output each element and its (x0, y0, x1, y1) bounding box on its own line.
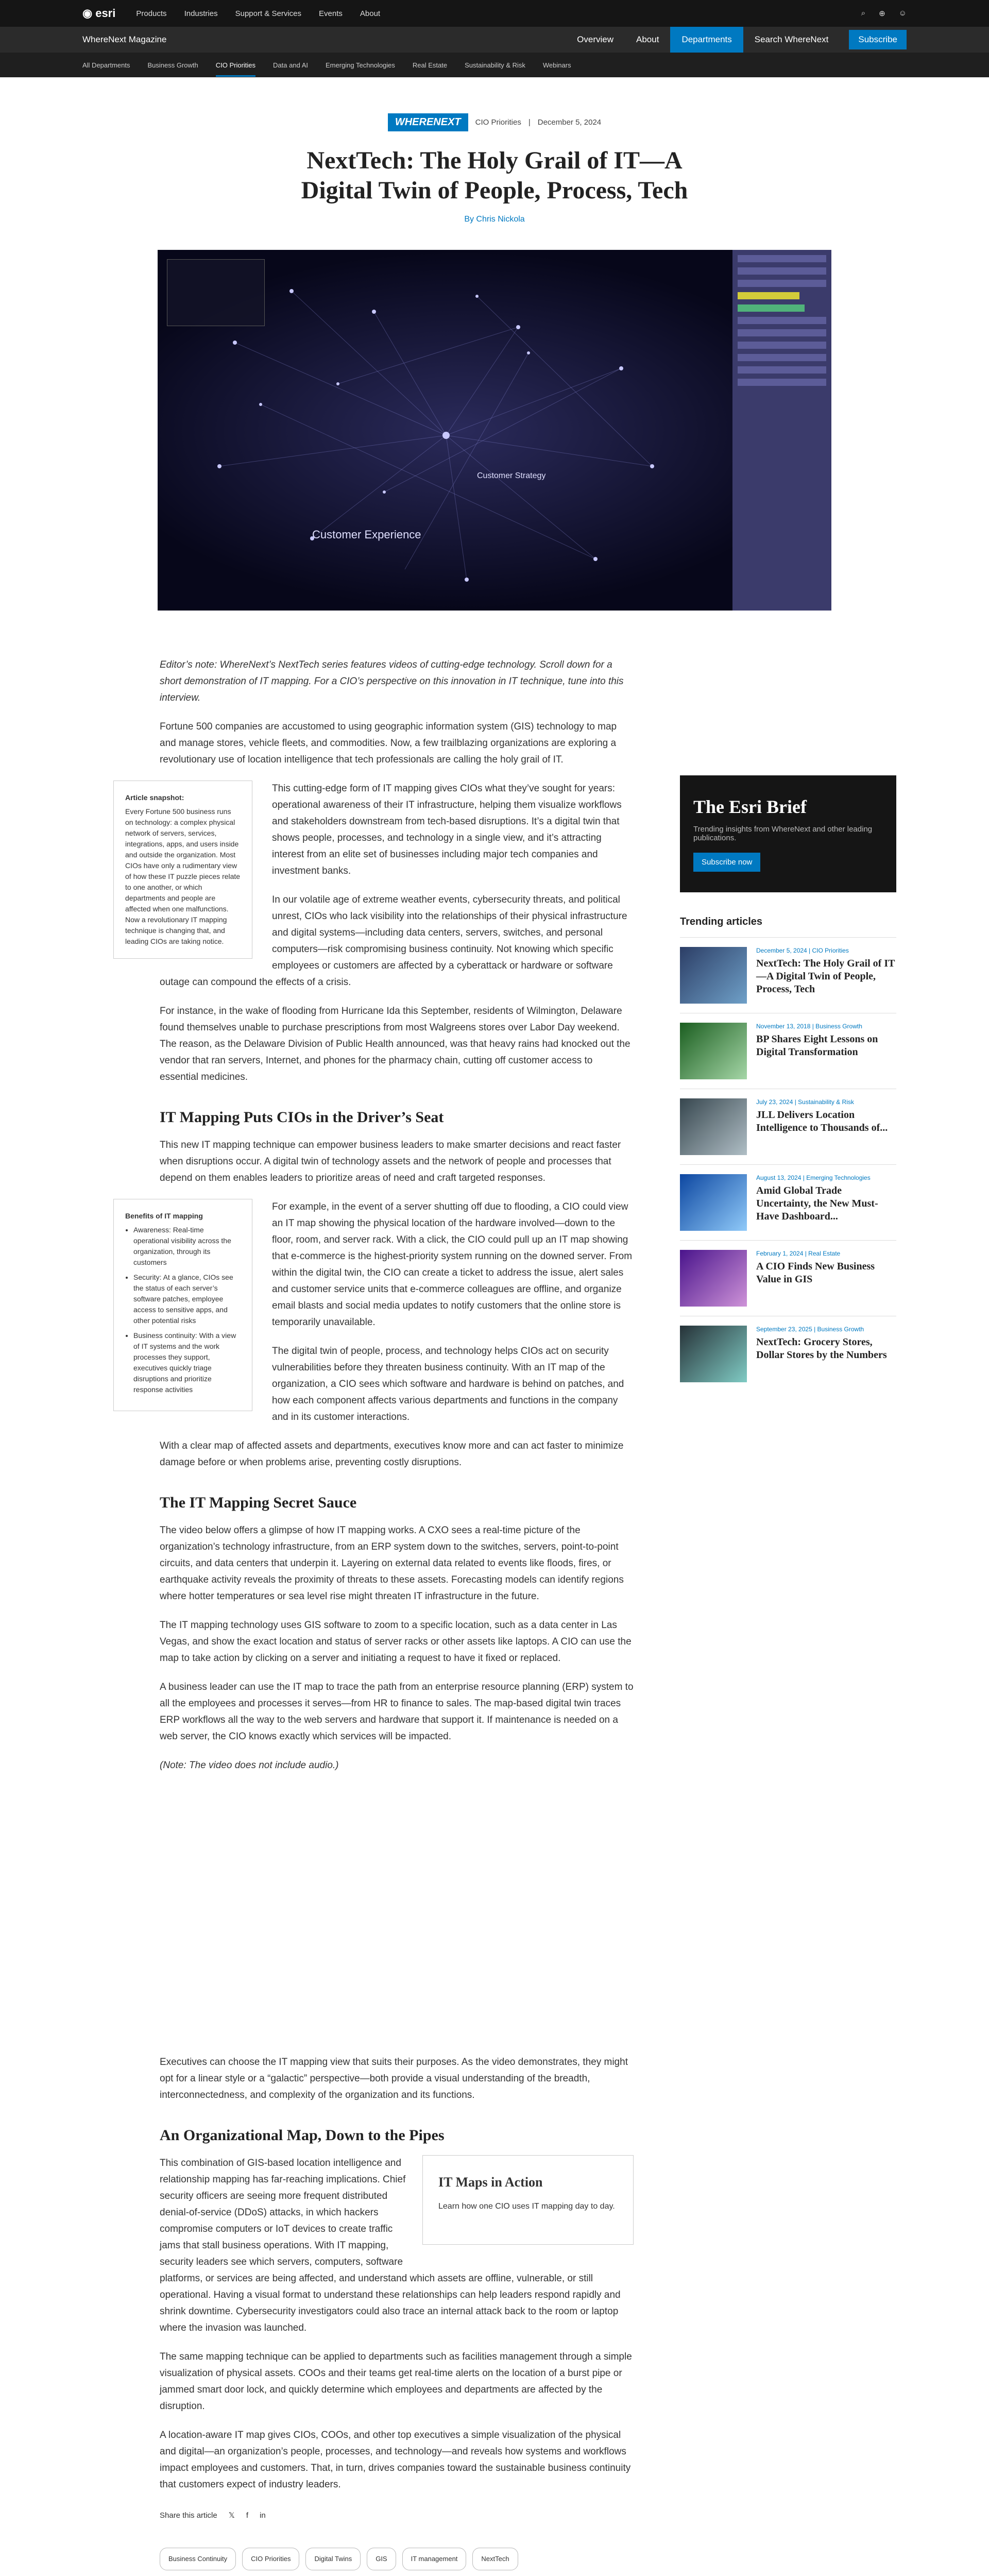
tag[interactable]: GIS (367, 2548, 396, 2570)
cat-data-ai[interactable]: Data and AI (273, 61, 308, 69)
menu-support[interactable]: Support & Services (235, 9, 302, 18)
separator: | (528, 118, 531, 127)
trending-item[interactable] (680, 1164, 896, 1240)
topnav-icons (861, 9, 907, 18)
page-title: NextTech: The Holy Grail of IT—A Digital Twin of People, Process, Tech (301, 147, 688, 204)
trending-meta: December 5, 2024 | CIO Priorities (756, 947, 849, 954)
paragraph: The digital twin of people, process, and technology helps CIOs act on security vulnerabilities before they threaten business continuity. With an IT map of the organization, a CIO sees which software and hardware is behind on patches, and how each component affects various departments and functions in the company and in its customer interactions. (272, 1346, 624, 1422)
paragraph: This cutting-edge form of IT mapping gives CIOs what they’ve sought for years: operational awareness of their IT infrastructure, helping them visualize workflows and stakeholders downstream from tech-based disruptions. It’s a digital twin that shows people, processes, and technology in a single view, and it’s attracting interest from an elite set of businesses including major tech companies and investment banks. (272, 783, 622, 876)
cat-emerging-tech[interactable]: Emerging Technologies (326, 61, 395, 69)
brief-subscribe-button[interactable]: Subscribe now (693, 853, 760, 872)
trending-meta: November 13, 2018 | Business Growth (756, 1023, 862, 1030)
category-nav (0, 53, 989, 77)
article-header (0, 77, 989, 224)
benefits-title: Benefits of IT mapping (125, 1212, 203, 1220)
trending-meta: July 23, 2024 | Sustainability & Risk (756, 1098, 854, 1106)
trending-thumbnail (680, 1174, 747, 1231)
article-category[interactable]: CIO Priorities (475, 118, 521, 127)
panel-row (738, 342, 826, 349)
trending-thumbnail (680, 1326, 747, 1382)
paragraph: With a clear map of affected assets and departments, executives know more and can act faster to minimize damage before or when problems arise, preventing costly disruptions. (160, 1440, 624, 1468)
wherenext-logo: WHERENEXT (388, 113, 468, 131)
tag[interactable]: IT management (402, 2548, 467, 2570)
paragraph: For example, in the event of a server shutting off due to flooding, a CIO could view an IT map showing the physical location of the hardware involved—down to the floor, room, and server rack. With a click, the CIO could pull up an IT map showing that e-commerce is the highest-priority system running on the downed server. From within the digital twin, the CIO can create a ticket to address the issue, alert sales and customer service units that e-commerce colleagues are offline, and organize email blasts and social media updates to notify customers that the online store is temporarily unavailable. (272, 1201, 633, 1328)
snapshot-text: Every Fortune 500 business runs on technology: a complex physical network of servers, services, integrations, apps, and users inside and outside the organization. Most CIOs have only a rudimentary view of how these IT puzzle pieces relate to one another, or which departments and people are affected when one malfunctions. Now a revolutionary IT mapping technique is changing that, and leading CIOs are taking notice. (125, 807, 241, 945)
menu-products[interactable]: Products (136, 9, 167, 18)
video-note: (Note: The video does not include audio.) (160, 1760, 339, 1771)
trending-item-title[interactable]: A CIO Finds New Business Value in GIS (756, 1261, 875, 1285)
trending-item-title[interactable]: JLL Delivers Location Intelligence to Thousands of... (756, 1109, 888, 1133)
tab-departments[interactable]: Departments (670, 27, 743, 53)
trending-item[interactable] (680, 1316, 896, 1392)
linkedin-icon[interactable]: in (259, 2511, 266, 2520)
tag-list (160, 2548, 634, 2570)
trending-thumbnail (680, 1023, 747, 1079)
menu-events[interactable]: Events (319, 9, 343, 18)
it-maps-in-action-box (422, 2155, 634, 2245)
trending-item[interactable] (680, 937, 896, 1013)
trending-item-title[interactable]: NextTech: The Holy Grail of IT—A Digital Twin of People, Process, Tech (756, 958, 895, 995)
paragraph: A location-aware IT map gives CIOs, COOs, and other top executives a simple visualization of the physical and digital—an organization’s people, processes, and technology—and reveals how systems and workflows impact employees and customers. That, in turn, drives companies toward the sustainable business continuity that customers expect of industry leaders. (160, 2430, 631, 2490)
paragraph: This new IT mapping technique can empower business leaders to make smarter decisions and react faster when disruptions occur. A digital twin of technology assets and the network of people and processes that depend on them enables leaders to prioritize areas of need and craft targeted responses. (160, 1140, 621, 1183)
trending-articles (680, 916, 896, 1392)
magazine-tabs (566, 27, 907, 53)
facebook-icon[interactable]: f (246, 2511, 248, 2520)
x-icon[interactable]: 𝕏 (228, 2511, 235, 2520)
trending-meta: September 23, 2025 | Business Growth (756, 1326, 864, 1333)
share-label: Share this article (160, 2511, 217, 2520)
article-body (125, 657, 634, 2570)
panel-row (738, 267, 826, 275)
snapshot-title: Article snapshot: (125, 793, 184, 802)
cat-all[interactable]: All Departments (82, 61, 130, 69)
cat-business-growth[interactable]: Business Growth (147, 61, 198, 69)
editors-note: Editor’s note: WhereNext’s NextTech series features videos of cutting-edge technology. Scroll down for a short demonstration of IT mapping. For a CIO’s perspective on this innovation in IT technique, tune into this interview. (160, 659, 624, 703)
article-badge (388, 113, 601, 131)
list-item: • Business continuity: With a view of IT systems and the work processes they support, executives quickly triage disruptions and prioritize response activities (133, 1330, 241, 1395)
paragraph: In our volatile age of extreme weather events, cybersecurity threats, and political unrest, CIOs who lack visibility into the relationships of their physical infrastructure and digital systems—including data centers, servers, switches, and personal computers—risk compromising business continuity. Not knowing which specific employees or customers are affected by a cyberattack or hardware or software outage can compound the effects of a crisis. (160, 894, 627, 988)
tag[interactable]: NextTech (472, 2548, 518, 2570)
trending-item[interactable] (680, 1089, 896, 1164)
video-player[interactable] (158, 250, 831, 611)
magazine-nav (0, 27, 989, 53)
section-heading: IT Mapping Puts CIOs in the Driver’s Seat (160, 1109, 444, 1126)
article-layout (82, 657, 907, 2570)
globe-icon[interactable]: ⊕ (879, 9, 885, 18)
tag[interactable]: Digital Twins (305, 2548, 361, 2570)
trending-item-title[interactable]: BP Shares Eight Lessons on Digital Transformation (756, 1033, 878, 1058)
trending-item[interactable] (680, 1013, 896, 1089)
search-icon[interactable]: ⌕ (861, 9, 866, 18)
top-navigation (0, 0, 989, 27)
paragraph: The same mapping technique can be applied to departments such as facilities management through a simple visualization of physical assets. COOs and their teams get real-time alerts on the location of a burst pipe or jammed smart door lock, and quickly determine which employees and departments are affected by the disruption. (160, 2351, 632, 2412)
video-side-panel (732, 250, 831, 611)
trending-thumbnail (680, 947, 747, 1004)
article-snapshot-box (113, 781, 252, 959)
cat-cio-priorities[interactable]: CIO Priorities (216, 61, 255, 77)
sidebar (680, 657, 896, 2570)
paragraph: Executives can choose the IT mapping view that suits their purposes. As the video demonstrates, they might opt for a linear style or a “galactic” perspective—both provide a visual understanding of the breadth, interconnectedness, and complexity of the organization and its functions. (160, 2057, 628, 2100)
maps-title: IT Maps in Action (438, 2175, 543, 2190)
panel-row (738, 304, 805, 312)
video-label-customer-strategy: Customer Strategy (477, 471, 546, 480)
tab-search[interactable]: Search WhereNext (754, 35, 829, 44)
menu-about[interactable]: About (360, 9, 381, 18)
paragraph: The IT mapping technology uses GIS software to zoom to a specific location, such as a data center in Las Vegas, and show the exact location and status of server racks or other assets like laptops. A CIO can use the map to take action by clicking on a server and initiating a request to have it fixed or replaced. (160, 1620, 632, 1664)
tab-overview[interactable]: Overview (577, 35, 613, 44)
trending-item-title[interactable]: Amid Global Trade Uncertainty, the New Must-Have Dashboard... (756, 1185, 878, 1222)
main-menu (136, 9, 380, 18)
trending-item[interactable] (680, 1240, 896, 1316)
trending-thumbnail (680, 1250, 747, 1307)
panel-row (738, 255, 826, 262)
section-heading: The IT Mapping Secret Sauce (160, 1494, 357, 1511)
share-bar (160, 2507, 634, 2524)
paragraph: For instance, in the wake of flooding from Hurricane Ida this September, residents of Wilmington, Delaware found themselves unable to purchase prescriptions from most Walgreens stores over Labor Day weekend. The reason, as the Delaware Division of Public Health announced, was that heavy rains had knocked out the vendor that ran servers, Internet, and phones for the pharmacy chain, cutting off customer access to essential medicines. (160, 1006, 630, 1082)
benefits-list (125, 1225, 241, 1395)
trending-meta: February 1, 2024 | Real Estate (756, 1250, 841, 1257)
paragraph: A business leader can use the IT map to trace the path from an enterprise resource planning (ERP) system to all the employees and processes it serves—from HR to finance to sales. The map-based digital twin traces ERP workflows all the way to the web servers and hardware that support it. If maintenance is needed on a web server, the CIO knows exactly which services will be impacted. (160, 1682, 634, 1742)
benefits-box (113, 1199, 252, 1411)
subscribe-button[interactable]: Subscribe (849, 30, 907, 49)
panel-row (738, 292, 799, 299)
esri-brief-card (680, 775, 896, 892)
paragraph: This combination of GIS-based location intelligence and relationship mapping has far-reaching implications. Chief security officers are seeing more frequent distributed denial-of-service (DDoS) attacks, in which hackers compromise computers or IoT devices to create traffic jams that stall business operations. With IT mapping, security leaders see which servers, computers, software platforms, or services are being affected, and understand which assets are offline, vulnerable, or still operational. Having a visual format to understand these relationships can help leaders respond rapidly and shrink downtime. Cybersecurity investigators could also trace an internal attack back to the room or laptop where the invasion was launched. (160, 2158, 621, 2333)
cat-webinars[interactable]: Webinars (542, 61, 571, 69)
user-icon[interactable]: ☺ (898, 9, 907, 18)
trending-meta: August 13, 2024 | Emerging Technologies (756, 1174, 871, 1181)
brief-title: The Esri Brief (693, 796, 807, 817)
tag[interactable]: Business Continuity (160, 2548, 236, 2570)
panel-row (738, 280, 826, 287)
maps-link[interactable]: Learn how one CIO uses IT mapping day to day. (438, 2202, 615, 2211)
tag[interactable]: CIO Priorities (242, 2548, 299, 2570)
cat-sustainability[interactable]: Sustainability & Risk (465, 61, 525, 69)
panel-row (738, 379, 826, 386)
article-date: December 5, 2024 (537, 118, 602, 127)
embedded-video-space[interactable] (160, 1786, 634, 2054)
trending-item-title[interactable]: NextTech: Grocery Stores, Dollar Stores by the Numbers (756, 1336, 887, 1361)
tab-about[interactable]: About (636, 35, 659, 44)
magazine-title[interactable]: WhereNext Magazine (82, 35, 167, 44)
section-heading: An Organizational Map, Down to the Pipes (160, 2127, 445, 2144)
brief-text: Trending insights from WhereNext and other leading publications. (693, 825, 873, 842)
list-item: • Security: At a glance, CIOs see the status of each server’s software patches, employee access to sensitive apps, and other potential risks (133, 1272, 241, 1326)
panel-row (738, 366, 826, 374)
byline[interactable]: By Chris Nickola (464, 215, 525, 224)
list-item: • Awareness: Real-time operational visibility across the organization, through its customers (133, 1225, 241, 1268)
cat-real-estate[interactable]: Real Estate (412, 61, 448, 69)
panel-row (738, 354, 826, 361)
paragraph: Fortune 500 companies are accustomed to using geographic information system (GIS) technology to map and manage stores, vehicle fleets, and commodities. Now, a few trailblazing organizations are exploring a revolutionary use of location intelligence that tech professionals are calling the holy grail of IT. (160, 721, 617, 765)
globe-logo-icon: ◉ (82, 7, 93, 20)
trending-title: Trending articles (680, 916, 763, 927)
paragraph: The video below offers a glimpse of how IT mapping works. A CXO sees a real-time picture of the organization’s technology infrastructure, from an ERP system down to the switches, servers, point-to-point circuits, and data centers that underpin it. Layering on external data related to events like floods, fires, or earthquake activity reveals the proximity of threats to these assets. Forecasting models can identify regions where hotter temperatures or sea level rise might threaten IT infrastructure in the future. (160, 1525, 624, 1602)
esri-logo[interactable]: ◉ esri (82, 7, 116, 20)
trending-thumbnail (680, 1098, 747, 1155)
panel-row (738, 329, 826, 336)
video-label-customer-experience: Customer Experience (312, 528, 421, 541)
panel-row (738, 317, 826, 324)
video-legend-panel (167, 259, 265, 326)
menu-industries[interactable]: Industries (184, 9, 218, 18)
